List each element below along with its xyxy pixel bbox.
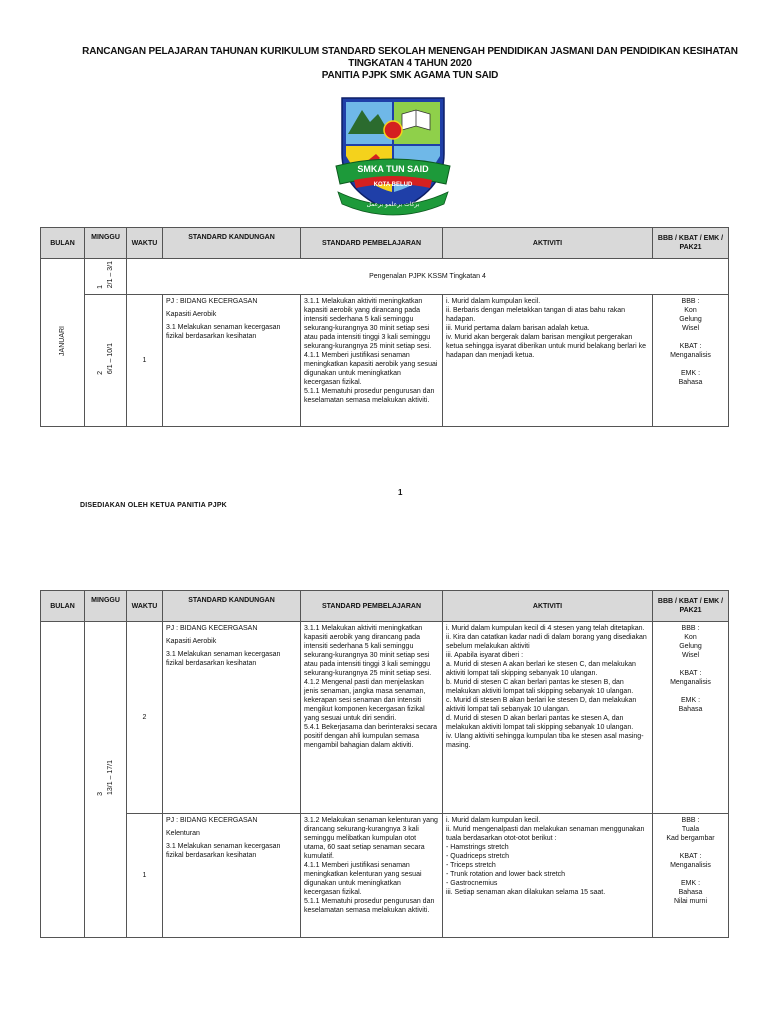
sp-line: 5.1.1 Mematuhi prosedur pengurusan dan keselamatan semasa melakukan aktiviti. [304,898,435,914]
aktiviti-line: i. Murid dalam kumpulan kecil. [446,817,541,824]
bbb-line: KBAT : [679,853,702,860]
sp-line: 3.1.1 Melakukan aktiviti meningkatkan kapasiti aerobik yang dirancang pada intensiti sederhana 5 kali seminggu sekurang-kurangnya 30 minit setiap sesi atau pada intensiti tinggi 3 kali seminggu sekurang-kurangnya 25 minit setiap sesi. [304,625,432,677]
aktiviti-line: - Trunk rotation and lower back stretch [446,871,566,878]
bbb-cell [653,622,729,814]
bbb-cell [653,295,729,427]
title-line-1: RANCANGAN PELAJARAN TAHUNAN KURIKULUM STANDARD SEKOLAH MENENGAH PENDIDIKAN JASMANI DAN PENDIDIKAN KESIHATAN [82,46,738,57]
aktiviti-line: iv. Ulang aktiviti sehingga kumpulan tiba ke stesen asal masing-masing. [446,733,644,749]
bbb-line [656,660,725,669]
aktiviti-line: iii. Apabila isyarat diberi : [446,652,524,659]
sp-cell [301,295,443,427]
bulan-label: JANUARI [59,326,66,356]
bbb-line [656,870,725,879]
aktiviti-line: b. Murid di stesen C akan berlari pantas ke stesen B, dan melakukan aktiviti lompat tali skipping sebanyak 10 ulangan. [446,679,634,695]
bbb-line: Bahasa [678,706,703,713]
col-bulan: BULAN [41,228,85,259]
minggu-cell [85,295,127,427]
prepared-by: DISEDIAKAN OLEH KETUA PANITIA PJPK [80,502,227,509]
minggu-date: 2/1 – 3/1 [107,261,115,289]
bbb-line: Wisel [681,325,700,332]
sp-line: 5.4.1 Bekerjasama dan berinteraksi secara positif dengan ahli kumpulan semasa mengambil bahagian dalam aktiviti. [304,724,438,749]
sp-line: 4.1.1 Memberi justifikasi senaman meningkatkan kelenturan yang sesuai digunakan untuk meningkatkan kecergasan fizikal. [304,862,422,896]
aktiviti-line: - Gastrocnemius [446,880,498,887]
title-line-2: TINGKATAN 4 TAHUN 2020 [348,58,472,69]
sk-line: Kelenturan [166,830,200,837]
bbb-line [656,360,725,369]
sk-line: PJ : BIDANG KECERGASAN [166,817,258,824]
bbb-line [656,687,725,696]
bbb-line: Tuala [681,826,700,833]
bbb-line: Gelung [679,643,702,650]
bbb-line: KBAT : [679,343,702,350]
document-title [60,46,760,82]
bbb-line: Menganalisis [670,679,711,686]
minggu-date: 13/1 – 17/1 [107,760,115,796]
bbb-line: EMK : [680,697,701,704]
col-minggu: MINGGU [85,228,127,259]
bbb-line: Nilai murni [673,898,708,905]
table-row [41,814,729,938]
col-standard-pembelajaran: STANDARD PEMBELAJARAN [301,591,443,622]
aktiviti-line: ii. Berbaris dengan meletakkan tangan di atas bahu rakan hadapan. [446,307,626,323]
page-number: 1 [398,488,403,497]
bbb-line [656,843,725,852]
sk-line: PJ : BIDANG KECERGASAN [166,298,258,305]
minggu-number: 2 [96,370,104,375]
bbb-line: EMK : [680,370,701,377]
bbb-line: BBB : [681,298,700,305]
waktu-cell: 1 [127,814,163,938]
col-aktiviti: AKTIVITI [443,591,653,622]
sp-line: 4.1.2 Mengenal pasti dan menjelaskan jenis senaman, jangka masa senaman, kekerapan sesi senaman dan intensiti mengikut komponen kecergasan fizikal yang sesuai untuk diri sendiri. [304,679,426,722]
aktiviti-line: i. Murid dalam kumpulan kecil di 4 stesen yang telah ditetapkan. [446,625,645,632]
sk-cell [163,622,301,814]
col-standard-kandungan: STANDARD KANDUNGAN [163,591,301,622]
aktiviti-line: - Quadriceps stretch [446,853,510,860]
title-line-3: PANITIA PJPK SMK AGAMA TUN SAID [321,70,499,81]
minggu-date: 6/1 – 10/1 [107,343,115,375]
aktiviti-line: a. Murid di stesen A akan berlari ke stesen C, dan melakukan aktiviti lompat tali skipping sebanyak 10 ulangan. [446,661,636,677]
aktiviti-cell [443,295,653,427]
lesson-plan-table-1 [40,227,729,427]
minggu-number: 1 [96,284,104,289]
sk-line: 3.1 Melakukan senaman kecergasan fizikal berdasarkan kesihatan [166,843,281,859]
bbb-line: Bahasa [678,889,703,896]
table-header-row [41,591,729,622]
bbb-line: Gelung [679,316,702,323]
sk-line: Kapasiti Aerobik [166,638,217,645]
sk-line: 3.1 Melakukan senaman kecergasan fizikal berdasarkan kesihatan [166,651,281,667]
sp-cell [301,622,443,814]
aktiviti-line: - Triceps stretch [446,862,496,869]
sp-cell [301,814,443,938]
sp-line: 3.1.2 Melakukan senaman kelenturan yang dirancang sekurang-kurangnya 3 kali seminggu melibatkan kumpulan otot utama, 60 saat setiap senaman secara kumulatif. [304,817,438,860]
sk-cell [163,814,301,938]
aktiviti-line: iv. Murid akan bergerak dalam barisan mengikut pergerakan ketua sehingga isyarat diberikan untuk murid belakang berlari ke hadapan dan menjadi ketua. [446,334,647,359]
col-standard-kandungan: STANDARD KANDUNGAN [163,228,301,259]
bbb-line: EMK : [680,880,701,887]
table-row [41,259,729,295]
col-aktiviti: AKTIVITI [443,228,653,259]
bbb-line: BBB : [681,625,700,632]
sk-cell [163,295,301,427]
bulan-cell [41,622,85,938]
waktu-cell: 1 [127,295,163,427]
aktiviti-line: iii. Setiap senaman akan dilakukan selama 15 saat. [446,889,606,896]
sk-line: PJ : BIDANG KECERGASAN [166,625,258,632]
sp-line: 5.1.1 Mematuhi prosedur pengurusan dan keselamatan semasa melakukan aktiviti. [304,388,435,404]
minggu-number: 3 [96,791,104,796]
table-header-row [41,228,729,259]
col-bbb: BBB / KBAT / EMK / PAK21 [653,591,729,622]
bbb-line: Menganalisis [670,862,711,869]
col-bulan: BULAN [41,591,85,622]
aktiviti-line: d. Murid di stesen D akan berlari pantas ke stesen A, dan melakukan aktiviti lompat tali skipping sebanyak 10 ulangan. [446,715,634,731]
crest-banner-text: SMKA TUN SAID [357,164,429,174]
aktiviti-line: ii. Murid mengenalpasti dan melakukan senaman menggunakan tuala berdasarkan otot-otot berikut : [446,826,645,842]
col-waktu: WAKTU [127,591,163,622]
aktiviti-line: iii. Murid pertama dalam barisan adalah ketua. [446,325,590,332]
aktiviti-cell [443,814,653,938]
col-minggu: MINGGU [85,591,127,622]
col-bbb: BBB / KBAT / EMK / PAK21 [653,228,729,259]
sp-line: 3.1.1 Melakukan aktiviti meningkatkan kapasiti aerobik yang dirancang pada intensiti sederhana 5 kali seminggu sekurang-kurangnya 30 minit setiap sesi atau pada intensiti tinggi 3 kali seminggu sekurang-kurangnya 25 minit setiap sesi. [304,298,432,350]
bbb-line: KBAT : [679,670,702,677]
bbb-line: Kon [684,634,697,641]
sk-line: Kapasiti Aerobik [166,311,217,318]
aktiviti-line: c. Murid di stesen B akan berlari ke stesen D, dan melakukan aktiviti lompat tali sebanyak 10 ulangan. [446,697,637,713]
school-crest-logo [332,92,454,220]
intro-text: Pengenalan PJPK KSSM Tingkatan 4 [127,259,729,295]
bbb-line: Kon [684,307,697,314]
waktu-cell: 2 [127,622,163,814]
aktiviti-cell [443,622,653,814]
bbb-line: Bahasa [678,379,703,386]
col-standard-pembelajaran: STANDARD PEMBELAJARAN [301,228,443,259]
bbb-line: BBB : [681,817,700,824]
aktiviti-line: i. Murid dalam kumpulan kecil. [446,298,541,305]
crest-motto-text: ﺑﺮﮐﺎﺕ ﺑﺮﻋﻠﻤﻮ ﺑﺮﻋﻤﻞ [366,201,420,208]
bulan-cell [41,259,85,427]
aktiviti-line: ii. Kira dan catatkan kadar nadi di dalam borang yang disediakan sebelum melakukan aktiviti [446,634,647,650]
table-row [41,295,729,427]
minggu-cell [85,622,127,938]
bbb-line [656,333,725,342]
bbb-line: Menganalisis [670,352,711,359]
bbb-cell [653,814,729,938]
lesson-plan-table-2 [40,590,729,938]
col-waktu: WAKTU [127,228,163,259]
minggu-cell [85,259,127,295]
table-row [41,622,729,814]
crest-place-text: KOTA BELUD [373,182,413,188]
aktiviti-line: - Hamstrings stretch [446,844,509,851]
bbb-line: Wisel [681,652,700,659]
sk-line: 3.1 Melakukan senaman kecergasan fizikal berdasarkan kesihatan [166,324,281,340]
bbb-line: Kad bergambar [666,835,715,842]
sp-line: 4.1.1 Memberi justifikasi senaman meningkatkan kapasiti aerobik yang sesuai digunakan untuk meningkatkan kecergasan fizikal. [304,352,438,386]
